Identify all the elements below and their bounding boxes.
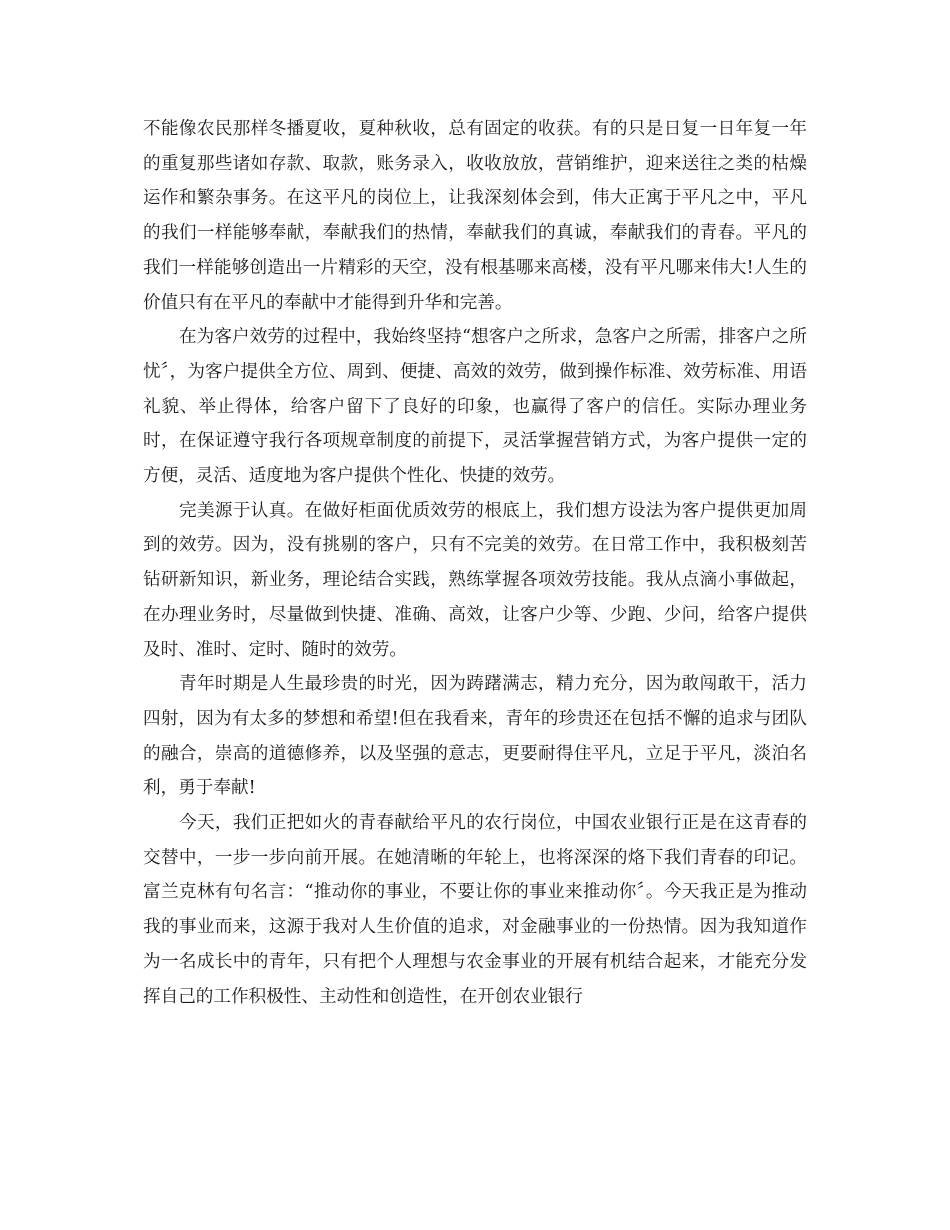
paragraph-1: 不能像农民那样冬播夏收，夏种秋收，总有固定的收获。有的只是日复一日年复一年的重复那些诸如存款、取款，账务录入，收收放放，营销维护，迎来送往之类的枯燥运作和繁杂事务。在这平凡的岗位上，让我深刻体会到，伟大正寓于平凡之中，平凡的我们一样能够奉献，奉献我们的热情，奉献我们的真诚，奉献我们的青春。平凡的我们一样能够创造出一片精彩的天空，没有根基哪来高楼，没有平凡哪来伟大!人生的价值只有在平凡的奉献中才能得到升华和完善。 [143, 119, 807, 313]
paragraph-4: 青年时期是人生最珍贵的时光，因为踌躇满志，精力充分，因为敢闯敢干，活力四射，因为有太多的梦想和希望!但在我看来，青年的珍贵还在包括不懈的追求与团队的融合，崇高的道德修养，以及坚强的意志，更要耐得住平凡，立足于平凡，淡泊名利，勇于奉献! [143, 674, 807, 799]
paragraph-3: 完美源于认真。在做好柜面优质效劳的根底上，我们想方设法为客户提供更加周到的效劳。因为，没有挑剔的客户，只有不完美的效劳。在日常工作中，我积极刻苦钻研新知识，新业务，理论结合实践，熟练掌握各项效劳技能。我从点滴小事做起，在办理业务时，尽量做到快捷、准确、高效，让客户少等、少跑、少问，给客户提供及时、准时、定时、随时的效劳。 [143, 500, 807, 660]
paragraph-2: 在为客户效劳的过程中，我始终坚持“想客户之所求，急客户之所需，排客户之所忧〞，为客户提供全方位、周到、便捷、高效的效劳，做到操作标准、效劳标准、用语礼貌、举止得体，给客户留下了良好的印象，也赢得了客户的信任。实际办理业务时，在保证遵守我行各项规章制度的前提下，灵活掌握营销方式，为客户提供一定的方便，灵活、适度地为客户提供个性化、快捷的效劳。 [143, 327, 807, 487]
paragraph-5: 今天，我们正把如火的青春献给平凡的农行岗位，中国农业银行正是在这青春的交替中，一步一步向前开展。在她清晰的年轮上，也将深深的烙下我们青春的印记。富兰克林有句名言：“推动你的事业，不要让你的事业来推动你〞。今天我正是为推动我的事业而来，这源于我对人生价值的追求，对金融事业的一份热情。因为我知道作为一名成长中的青年，只有把个人理想与农金事业的开展有机结合起来，才能充分发挥自己的工作积极性、主动性和创造性，在开创农业银行 [143, 813, 807, 1007]
body-text [143, 112, 807, 1014]
